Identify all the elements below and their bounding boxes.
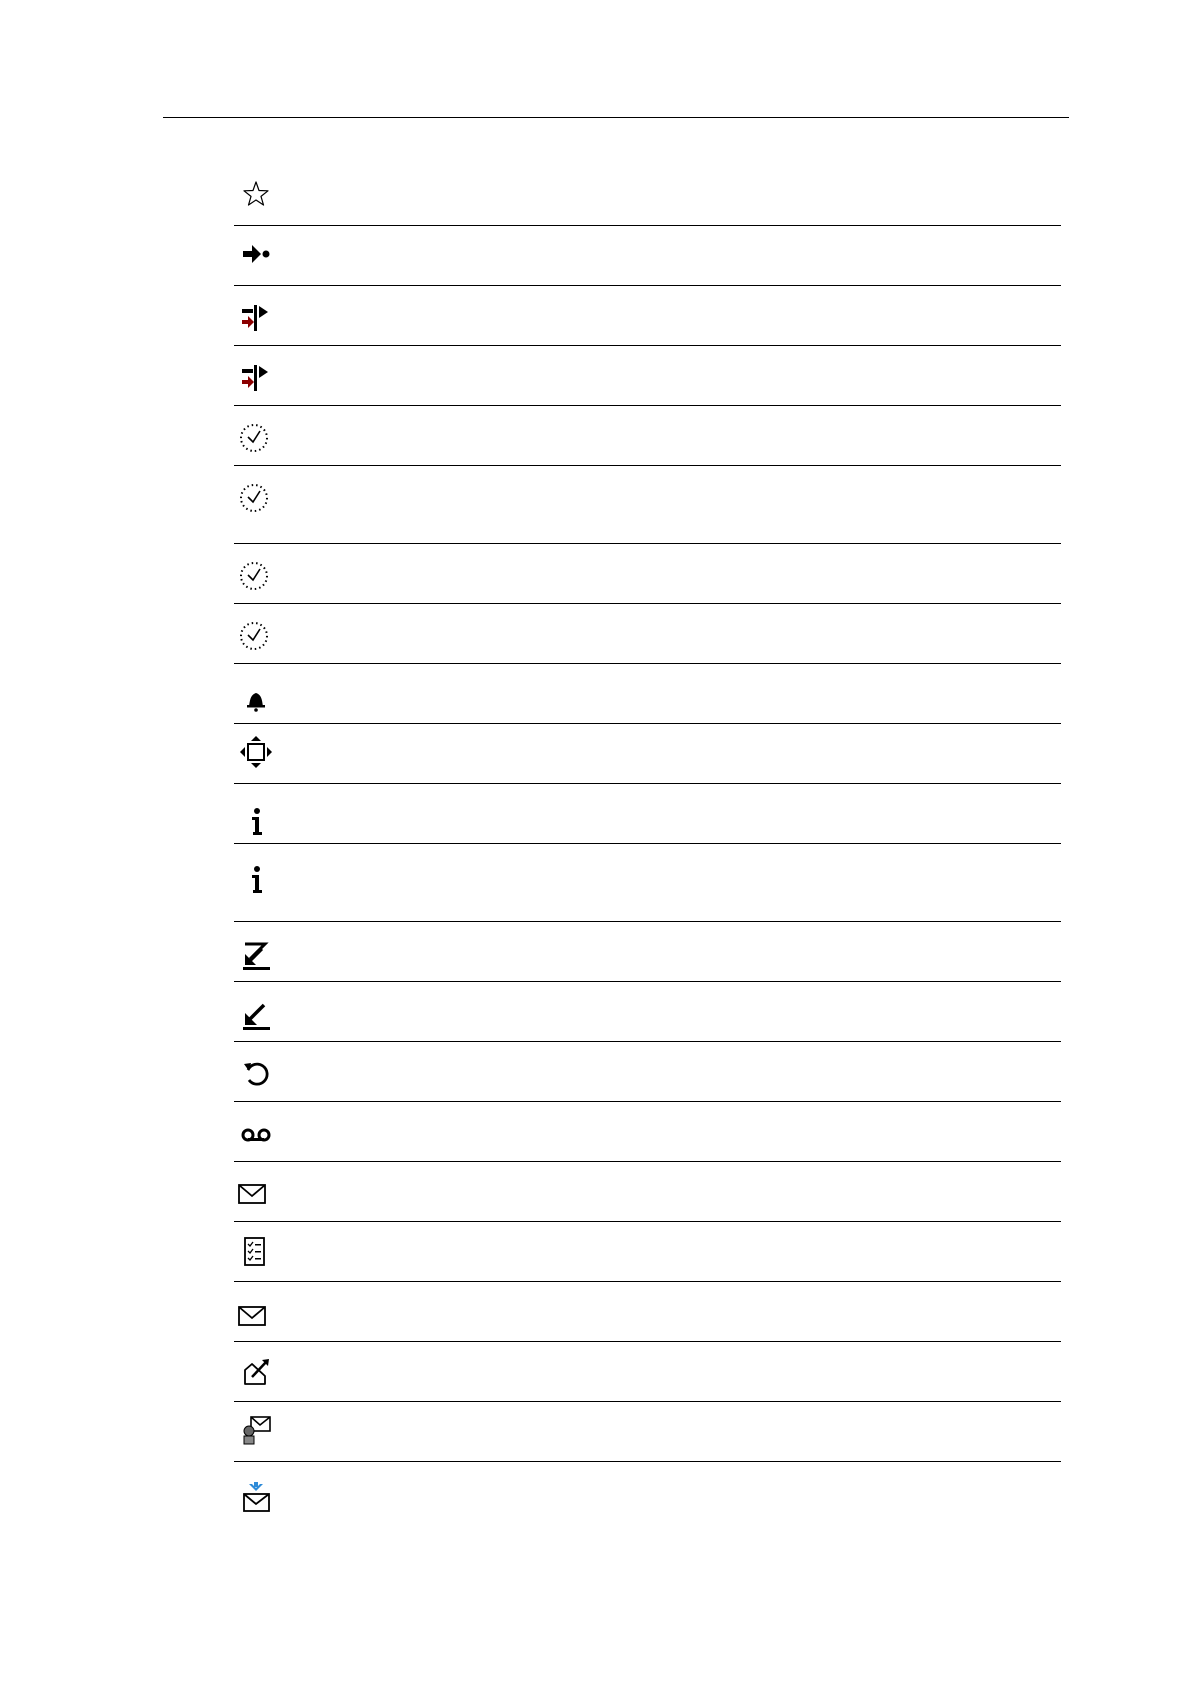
info-icon [240, 864, 272, 896]
table-row [234, 346, 1061, 406]
refresh-icon [240, 1058, 272, 1090]
icon-table [234, 166, 1061, 1522]
table-row [234, 664, 1061, 724]
table-row [234, 1102, 1061, 1162]
info-icon [240, 806, 272, 838]
table-row [234, 466, 1061, 544]
table-row [234, 166, 1061, 226]
envelope-icon [236, 1300, 268, 1332]
table-row [234, 1282, 1061, 1342]
divert-red-arrow-icon [240, 302, 272, 334]
table-row [234, 286, 1061, 346]
table-row [234, 544, 1061, 604]
table-row [234, 1402, 1061, 1462]
received-call-arrow-icon [240, 1000, 272, 1032]
compose-icon [240, 1356, 272, 1388]
missed-call-arrow-icon [240, 940, 272, 972]
arrow-right-dot-icon [240, 238, 272, 270]
contact-message-icon [240, 1414, 272, 1446]
divert-red-arrow-icon [240, 362, 272, 394]
table-row [234, 226, 1061, 286]
four-direction-nav-icon [240, 736, 272, 768]
voicemail-icon [240, 1118, 272, 1150]
dotted-clock-check-icon [238, 482, 270, 514]
table-row [234, 1042, 1061, 1102]
envelope-icon [236, 1178, 268, 1210]
star-outline-icon [240, 178, 272, 210]
bell-icon [240, 684, 272, 716]
table-row [234, 1222, 1061, 1282]
table-row [234, 844, 1061, 922]
table-row [234, 1462, 1061, 1522]
table-row [234, 604, 1061, 664]
dotted-clock-check-icon [238, 620, 270, 652]
table-row [234, 784, 1061, 844]
table-row [234, 724, 1061, 784]
dotted-clock-check-icon [238, 560, 270, 592]
inbox-download-icon [240, 1482, 272, 1514]
table-row [234, 922, 1061, 982]
checklist-icon [238, 1236, 270, 1268]
table-row [234, 982, 1061, 1042]
header-rule [163, 117, 1069, 118]
table-row [234, 1162, 1061, 1222]
table-row [234, 406, 1061, 466]
table-row [234, 1342, 1061, 1402]
dotted-clock-check-icon [238, 422, 270, 454]
